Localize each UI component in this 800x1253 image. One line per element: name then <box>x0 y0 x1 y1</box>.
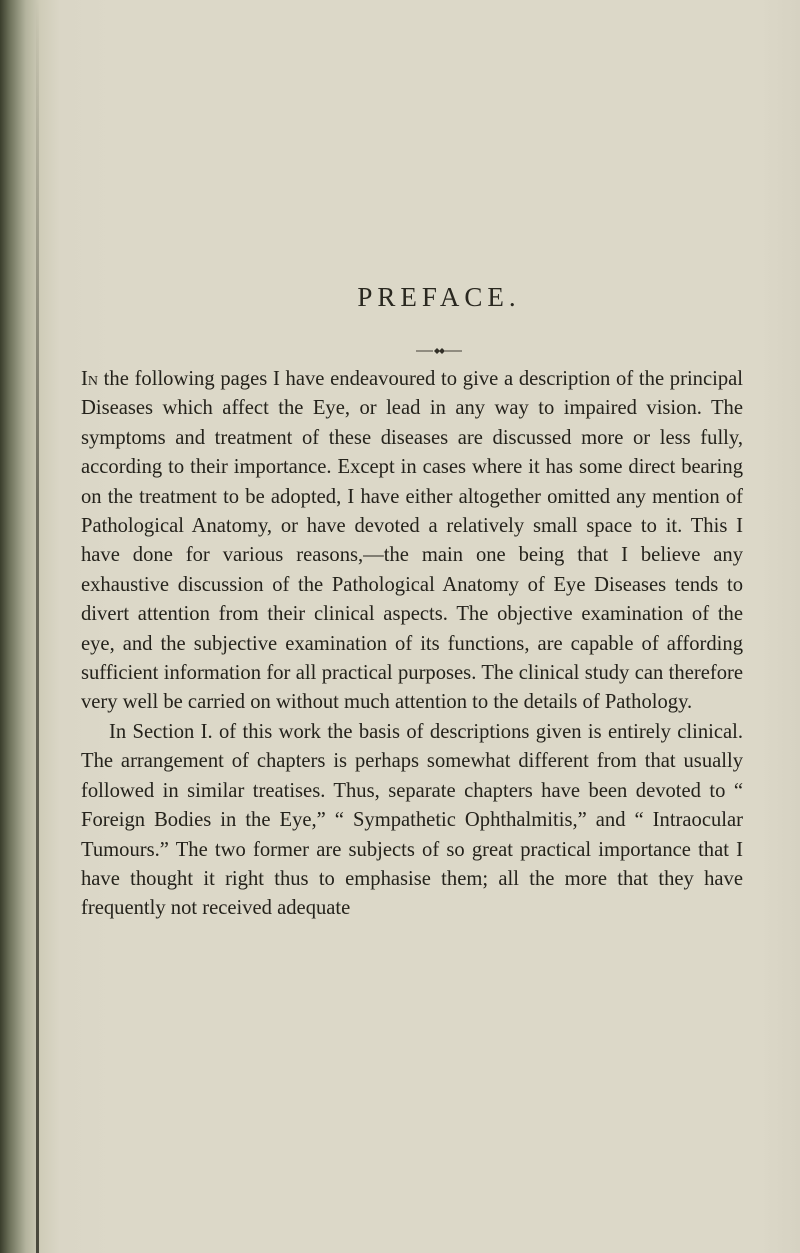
paragraph-lead-word: In <box>81 368 98 390</box>
paragraph-2: In Section I. of this work the basis of descriptions given is entirely clinical. The arrangement of chapters is perhaps somewhat different from that usually followed in similar treatises. Thus, separate chapters have been devoted to “ Foreign Bodies in the Eye,” “ Sympathetic Ophthalmitis,” and “ Intraocular Tumours.” The two former are subjects of so great practical importance that I have thought it right thus to emphasise them; all the more that they have frequently not received adequate <box>81 720 743 920</box>
preface-body <box>81 365 743 924</box>
page-title: PREFACE. <box>357 282 521 312</box>
paragraph-text: the following pages I have endeavoured to give a description of the principal Diseases which affect the Eye, or lead in any way to impaired vision. The symptoms and treatment of these diseases are discussed more or less fully, according to their importance. Except in cases where it has some direct bearing on the treatment to be adopted, I have either altogether omitted any mention of Pathological Anatomy, or have devoted a relatively small space to it. This I have done for various reasons,—the main one being that I believe any exhaustive discussion of the Pathological Anatomy of Eye Diseases tends to divert attention from their clinical aspects. The objective examination of the eye, and the subjective examination of its functions, are capable of affording sufficient information for all practical purposes. The clinical study can therefore very well be carried on without much attention to the details of Pathology. <box>81 368 743 714</box>
paragraph-1 <box>81 365 743 718</box>
page-gutter-shadow <box>36 0 39 1253</box>
title-ornament <box>414 346 464 356</box>
